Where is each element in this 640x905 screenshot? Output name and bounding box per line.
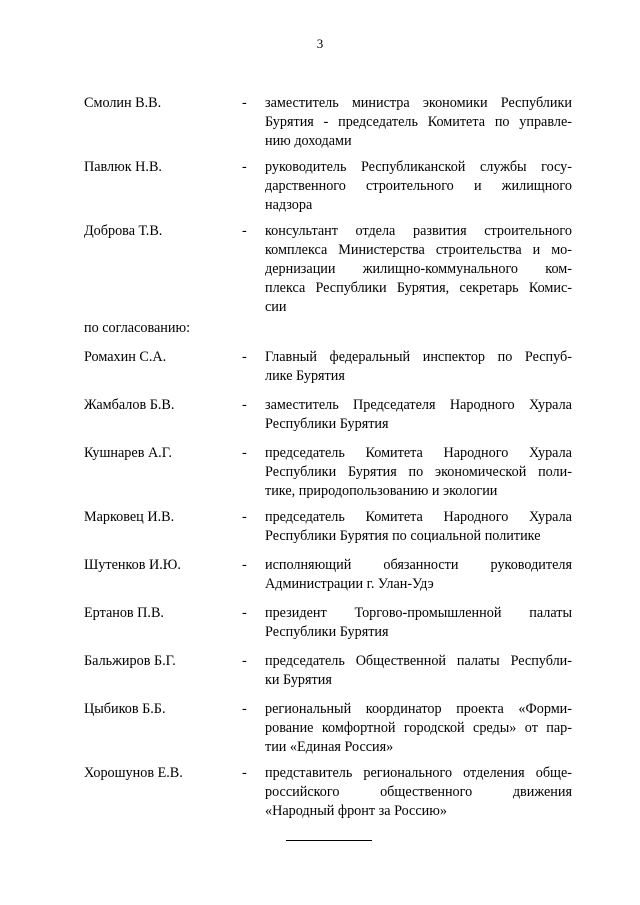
dash-separator: -	[242, 223, 247, 239]
member-name: Жамбалов Б.В.	[84, 397, 175, 413]
member-name: Смолин В.В.	[84, 95, 162, 111]
member-role-line: Республики Бурятия по экономической поли-	[265, 464, 572, 480]
member-role-line: российского общественного движения	[265, 784, 572, 800]
dash-separator: -	[242, 701, 247, 717]
member-role-line: Республики Бурятия	[265, 416, 389, 432]
member-name: Хорошунов Е.В.	[84, 765, 183, 781]
member-role-line: региональный координатор проекта «Форми-	[265, 701, 572, 717]
dash-separator: -	[242, 509, 247, 525]
member-name: Павлюк Н.В.	[84, 159, 162, 175]
member-role-line: консультант отдела развития строительного	[265, 223, 572, 239]
dash-separator: -	[242, 159, 247, 175]
section-heading: по согласованию:	[84, 320, 191, 336]
member-name: Доброва Т.В.	[84, 223, 163, 239]
member-name: Цыбиков Б.Б.	[84, 701, 166, 717]
member-role-line: исполняющий обязанности руководителя	[265, 557, 572, 573]
member-name: Марковец И.В.	[84, 509, 175, 525]
page-number: 3	[316, 36, 324, 51]
member-role-line: тии «Единая Россия»	[265, 739, 394, 755]
member-role-line: Бурятия - председатель Комитета по управле-	[265, 114, 572, 130]
member-role-line: лике Бурятия	[265, 368, 345, 384]
member-name: Ертанов П.В.	[84, 605, 164, 621]
member-role-line: Администрации г. Улан-Удэ	[265, 576, 434, 592]
member-role-line: Республики Бурятия	[265, 624, 389, 640]
member-role-line: председатель Комитета Народного Хурала	[265, 509, 572, 525]
dash-separator: -	[242, 445, 247, 461]
member-role-line: сии	[265, 299, 287, 315]
member-role-line: Главный федеральный инспектор по Респуб-	[265, 349, 572, 365]
member-role-line: заместитель Председателя Народного Хурала	[265, 397, 572, 413]
member-role-line: плекса Республики Бурятия, секретарь Комис-	[265, 280, 572, 296]
member-role-line: руководитель Республиканской службы госу-	[265, 159, 572, 175]
member-name: Бальжиров Б.Г.	[84, 653, 176, 669]
member-name: Ромахин С.А.	[84, 349, 167, 365]
member-role-line: председатель Общественной палаты Республи-	[265, 653, 572, 669]
member-role-line: председатель Комитета Народного Хурала	[265, 445, 572, 461]
dash-separator: -	[242, 349, 247, 365]
member-role-line: нию доходами	[265, 133, 352, 149]
closing-rule	[286, 840, 372, 841]
member-name: Шутенков И.Ю.	[84, 557, 181, 573]
member-role-line: рование комфортной городской среды» от пар-	[265, 720, 572, 736]
member-role-line: ки Бурятия	[265, 672, 332, 688]
dash-separator: -	[242, 765, 247, 781]
member-role-line: комплекса Министерства строительства и мо-	[265, 242, 572, 258]
member-role-line: дернизации жилищно-коммунального ком-	[265, 261, 572, 277]
dash-separator: -	[242, 557, 247, 573]
member-role-line: тике, природопользованию и экологии	[265, 483, 498, 499]
member-role-line: «Народный фронт за Россию»	[265, 803, 447, 819]
member-role-line: представитель регионального отделения обще-	[265, 765, 572, 781]
dash-separator: -	[242, 605, 247, 621]
dash-separator: -	[242, 653, 247, 669]
dash-separator: -	[242, 397, 247, 413]
dash-separator: -	[242, 95, 247, 111]
member-role-line: дарственного строительного и жилищного	[265, 178, 572, 194]
member-role-line: президент Торгово-промышленной палаты	[265, 605, 572, 621]
member-role-line: заместитель министра экономики Республики	[265, 95, 572, 111]
member-role-line: Республики Бурятия по социальной политике	[265, 528, 541, 544]
member-role-line: надзора	[265, 197, 313, 213]
member-name: Кушнарев А.Г.	[84, 445, 172, 461]
